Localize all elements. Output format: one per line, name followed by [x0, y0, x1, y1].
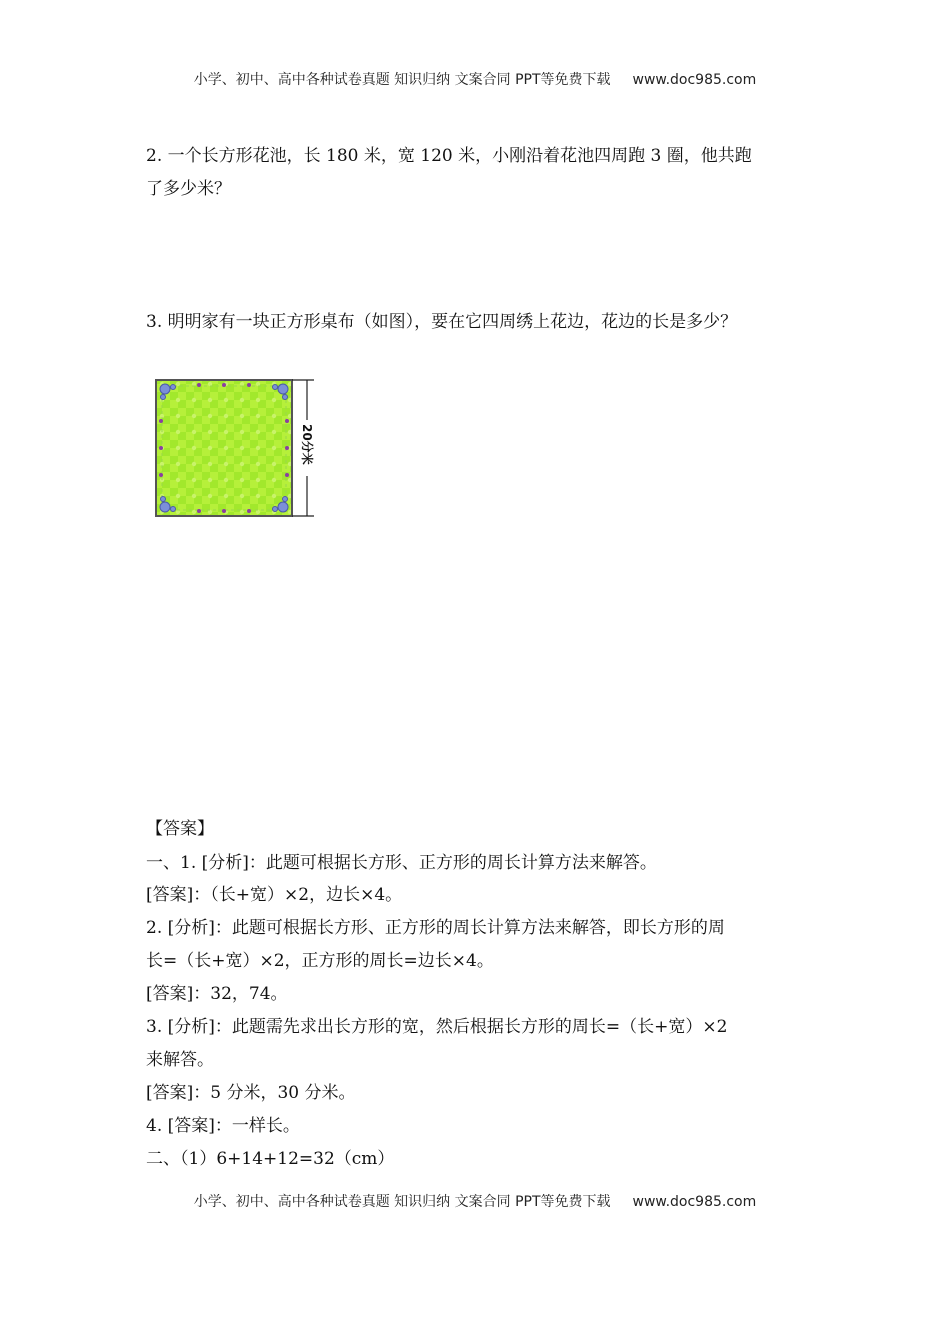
- answer-line: [答案]：（长+宽）×2，边长×4。: [146, 885, 403, 905]
- footer-site: www.doc985.com: [632, 1194, 757, 1210]
- header-text: 小学、初中、高中各种试卷真题 知识归纳 文案合同 PPT等免费下载: [193, 72, 611, 88]
- answers-heading: 【答案】: [146, 819, 214, 839]
- tablecloth-square: [156, 380, 292, 516]
- header-site: www.doc985.com: [632, 72, 757, 88]
- question-3-line-1: 3. 明明家有一块正方形桌布（如图），要在它四周绣上花边，花边的长是多少？: [146, 312, 738, 332]
- page-footer: [0, 1191, 950, 1211]
- answer-line: 来解答。: [146, 1050, 214, 1070]
- answer-line: 长=（长+宽）×2，正方形的周长=边长×4。: [146, 951, 494, 971]
- answer-line: 2. [分析]：此题可根据长方形、正方形的周长计算方法来解答，即长方形的周: [146, 918, 725, 938]
- answer-line: [答案]：5 分米，30 分米。: [146, 1083, 356, 1103]
- answer-line: 二、（1）6+14+12=32（cm）: [146, 1149, 395, 1169]
- answer-line: 4. [答案]：一样长。: [146, 1116, 300, 1136]
- page-header: [0, 69, 950, 89]
- answer-line: 3. [分析]：此题需先求出长方形的宽，然后根据长方形的周长=（长+宽）×2: [146, 1017, 728, 1037]
- question-2-line-2: 了多少米？: [146, 179, 231, 199]
- question-2-line-1: 2. 一个长方形花池，长 180 米，宽 120 米，小刚沿着花池四周跑 3 圈，他共跑: [146, 146, 752, 166]
- answer-line: 一、1. [分析]：此题可根据长方形、正方形的周长计算方法来解答。: [146, 853, 657, 873]
- footer-text: 小学、初中、高中各种试卷真题 知识归纳 文案合同 PPT等免费下载: [193, 1194, 611, 1210]
- dimension-label: 20分米: [300, 424, 314, 465]
- answer-line: [答案]：32，74。: [146, 984, 288, 1004]
- tablecloth-figure: [154, 376, 324, 522]
